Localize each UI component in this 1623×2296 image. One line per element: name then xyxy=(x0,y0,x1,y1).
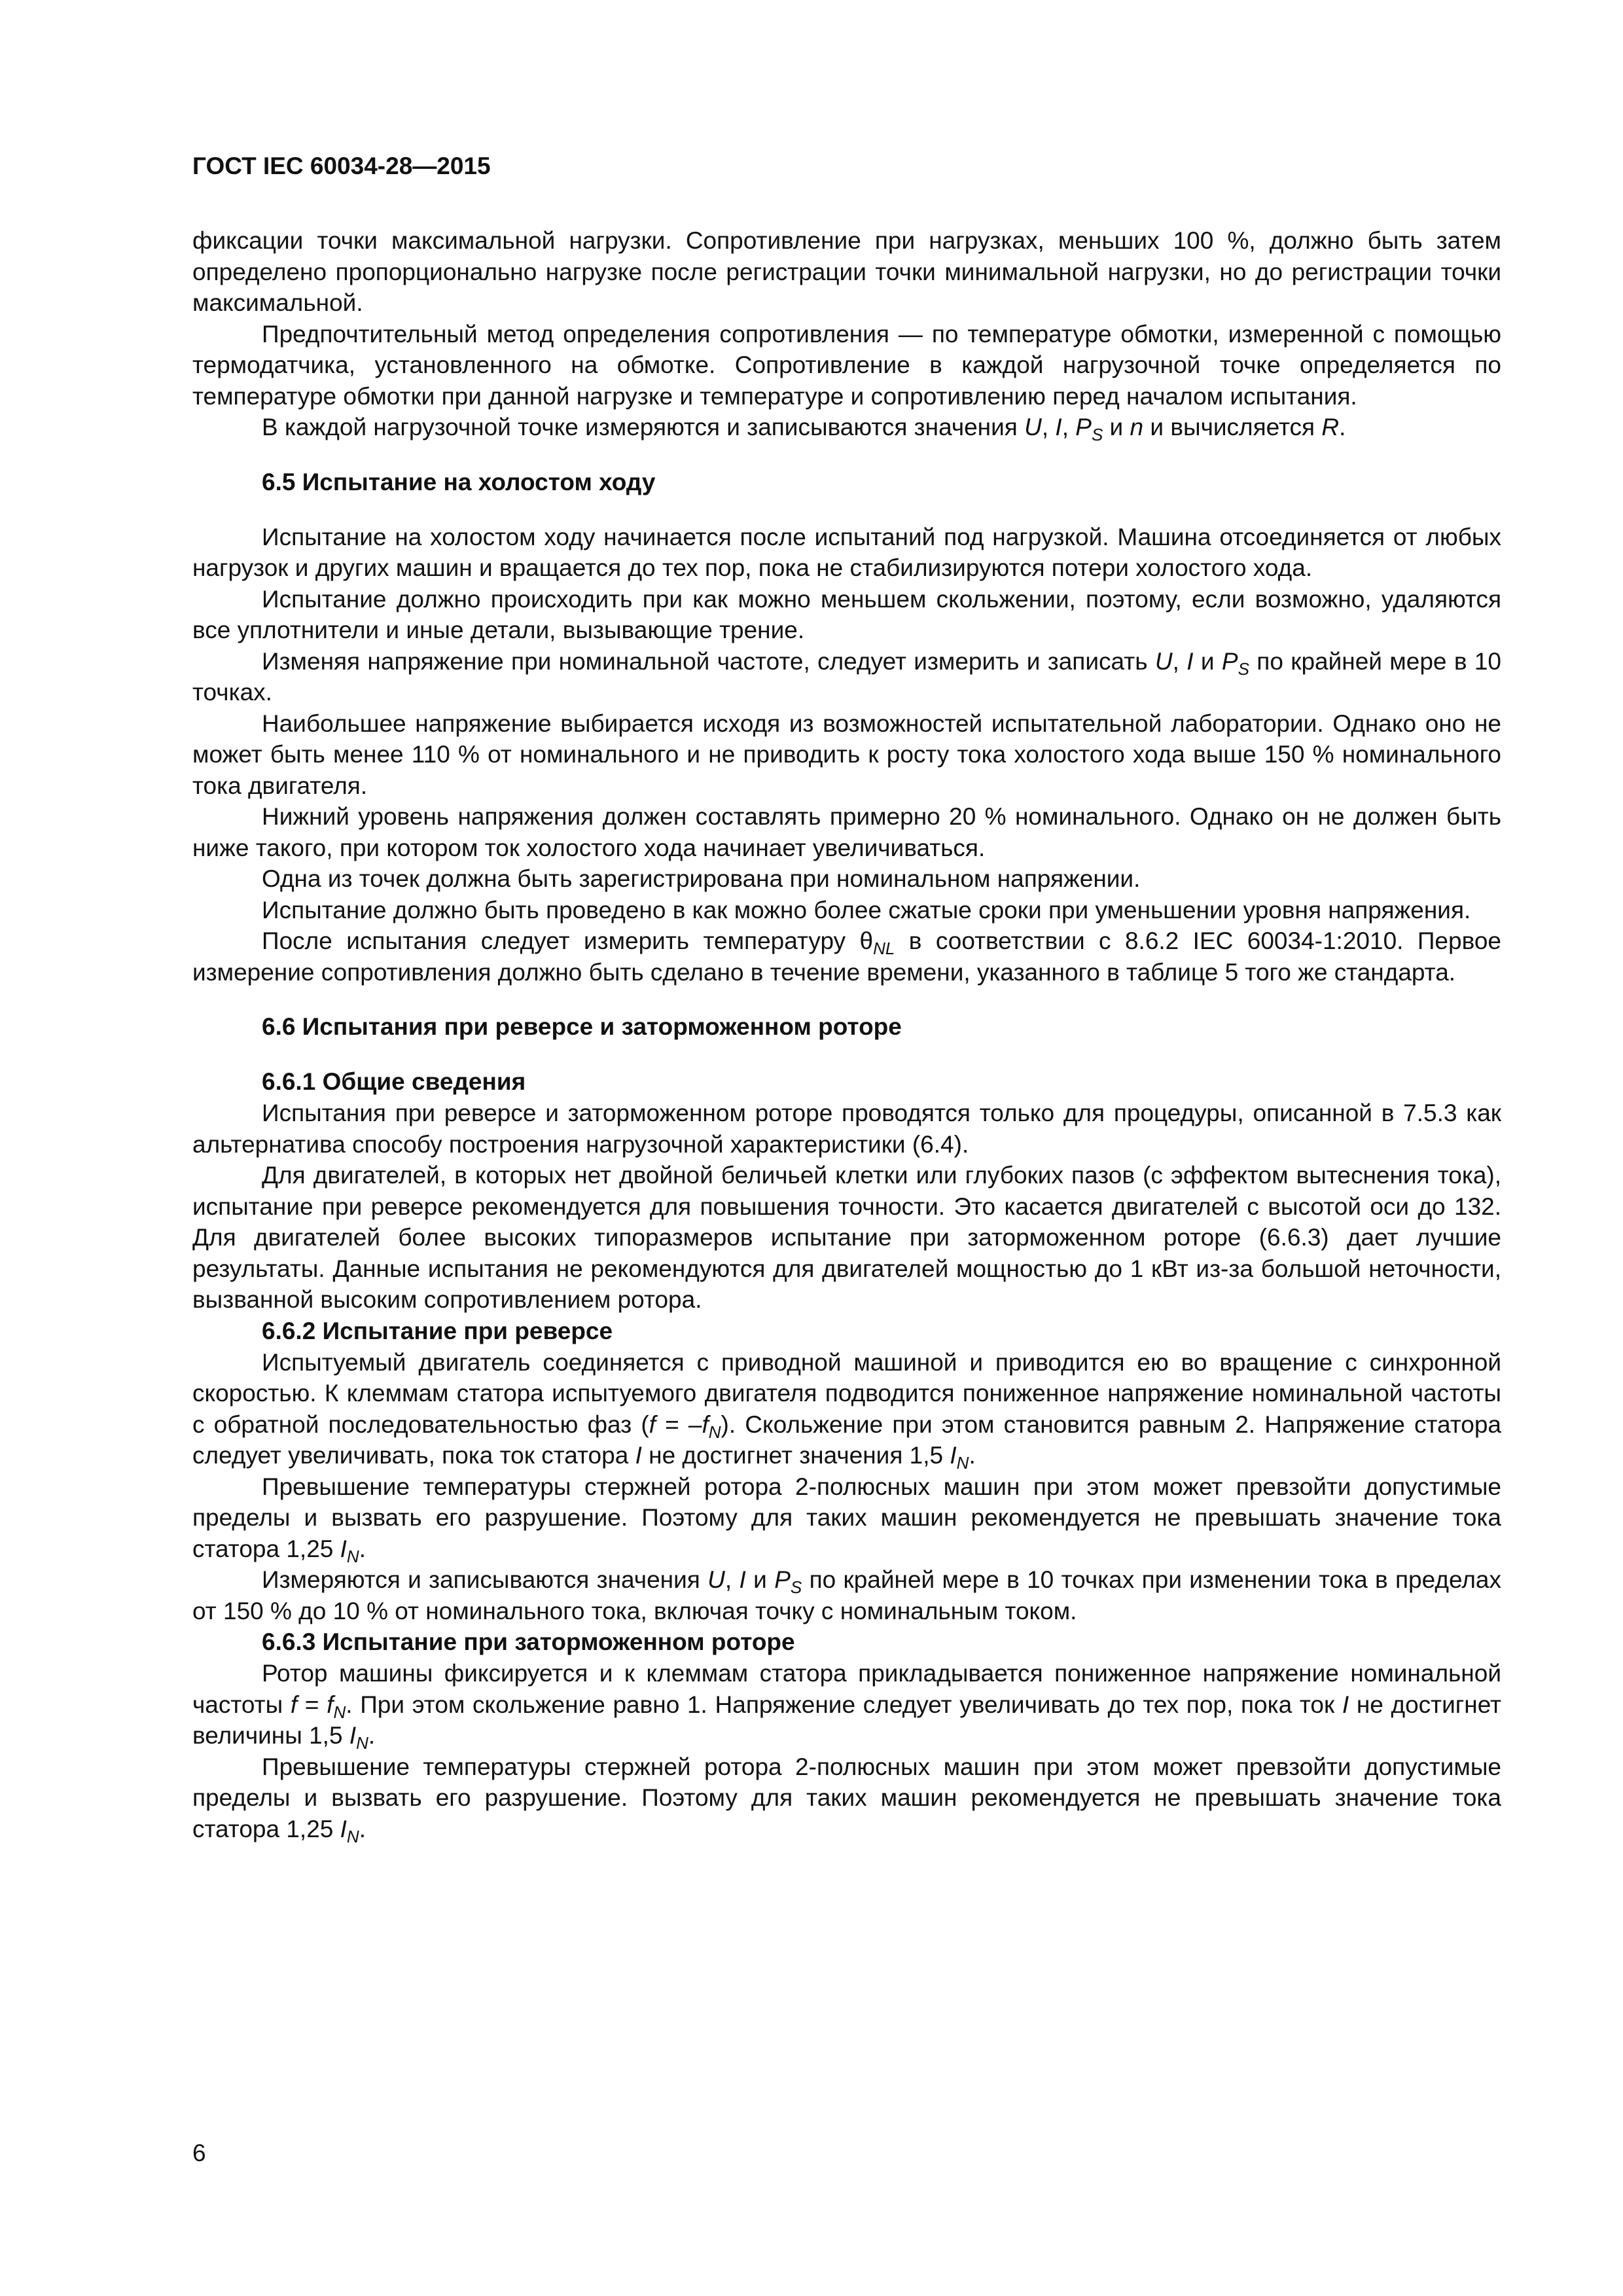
section-heading-6-5: 6.5 Испытание на холостом ходу xyxy=(262,468,656,495)
paragraph: Одна из точек должна быть зарегистрирована при номинальном напряжении. xyxy=(262,865,1141,892)
document-header: ГОСТ IEC 60034-28—2015 xyxy=(192,152,491,179)
page-number: 6 xyxy=(192,2140,206,2166)
section-heading-6-6: 6.6 Испытания при реверсе и заторможенном роторе xyxy=(262,1013,902,1040)
paragraph: Испытания при реверсе и заторможенном роторе проводятся только для процедуры, описанной в 7.5.3 как альтернатива способу построения нагрузочной характеристики (6.4). xyxy=(192,1100,1501,1158)
subsection-heading-6-6-2: 6.6.2 Испытание при реверсе xyxy=(262,1317,613,1344)
paragraph: Нижний уровень напряжения должен составлять примерно 20 % номинального. Однако он не должен быть ниже такого, при котором ток холостого хода начинает увеличиваться. xyxy=(192,803,1501,861)
paragraph: Испытание на холостом ходу начинается после испытаний под нагрузкой. Машина отсоединяется от любых нагрузок и других машин и вращается до тех пор, пока не стабилизируются потери холостого хода. xyxy=(192,523,1501,581)
paragraph: Испытание должно происходить при как можно меньшем скольжении, поэтому, если возможно, удаляются все уплотнители и иные детали, вызывающие трение. xyxy=(192,585,1501,643)
paragraph: Измеряются и записываются значения U, I и $P_S$ по крайней мере в 10 точках при изменении тока в пределах от 150 % до 10 % от номинального тока, включая точку с номинальным током. xyxy=(192,1566,1502,1624)
paragraph: Для двигателей, в которых нет двойной беличьей клетки или глубоких пазов (с эффектом вытеснения тока), испытание при реверсе рекомендуется для повышения точности. Это касается двигателей с высотой оси до 132. Для двигателей более высоких типоразмеров испытание при заторможенном роторе (6.6.3) дает лучшие результаты. Данные испытания не рекомендуются для двигателей мощностью до 1 кВт из-за большой неточности, вызванной высоким сопротивлением ротора. xyxy=(192,1162,1501,1313)
paragraph: Ротор машины фиксируется и к клеммам статора прикладывается пониженное напряжение номинальной частоты $f = f_N$. При этом скольжение равно 1. Напряжение следует увеличивать до тех пор, пока ток I не достигнет величины 1,5 $I_N$. xyxy=(192,1660,1502,1753)
subsection-heading-6-6-3: 6.6.3 Испытание при заторможенном роторе xyxy=(262,1628,795,1655)
paragraph: Наибольшее напряжение выбирается исходя из возможностей испытательной лаборатории. Однако оно не может быть менее 110 % от номинального и не приводить к росту тока холостого хода выше 150 % номинального тока двигателя. xyxy=(192,709,1501,799)
paragraph: После испытания следует измерить температуру $\theta_{NL}$ в соответствии с 8.6.2 IEC 60034-1:2010. Первое измерение сопротивления должно быть сделано в течение времени, указанного в таблице 5 того же стандарта. xyxy=(192,927,1501,986)
paragraph: Превышение температуры стержней ротора 2-полюсных машин при этом может превзойти допустимые пределы и вызвать его разрушение. Поэтому для таких машин рекомендуется не превышать значение тока статора 1,25 $I_N$. xyxy=(192,1473,1501,1566)
paragraph: фиксации точки максимальной нагрузки. Сопротивление при нагрузках, меньших 100 %, должно быть затем определено пропорционально нагрузке после регистрации точки минимальной нагрузки, но до регистрации точки максимальной. xyxy=(192,227,1501,316)
paragraph: Превышение температуры стержней ротора 2-полюсных машин при этом может превзойти допустимые пределы и вызвать его разрушение. Поэтому для таких машин рекомендуется не превышать значение тока статора 1,25 $I_N$. xyxy=(192,1753,1501,1846)
paragraph: Предпочтительный метод определения сопротивления — по температуре обмотки, измеренной с помощью термодатчика, установленного на обмотке. Сопротивление в каждой нагрузочной точке определяется по температуре обмотки при данной нагрузке и температуре и сопротивлению перед началом испытания. xyxy=(192,320,1501,410)
subsection-heading-6-6-1: 6.6.1 Общие сведения xyxy=(262,1068,526,1095)
paragraph: Изменяя напряжение при номинальной частоте, следует измерить и записать U, I и $P_S$ по крайней мере в 10 точках. xyxy=(192,647,1501,706)
paragraph: Испытание должно быть проведено в как можно более сжатые сроки при уменьшении уровня напряжения. xyxy=(262,896,1471,924)
document-page xyxy=(192,151,1501,1844)
paragraph: Испытуемый двигатель соединяется с приводной машиной и приводится ею во вращение с синхронной скоростью. К клеммам статора испытуемого двигателя подводится пониженное напряжение номинальной частоты с обратной последовательностью фаз $(f = -f_N)$. Скольжение при этом становится равным 2. Напряжение статора следует увеличивать, пока ток статора I не достигнет значения 1,5 $I_N$. xyxy=(192,1348,1502,1473)
paragraph: В каждой нагрузочной точке измеряются и записываются значения U, I, $P_S$ и n и вычисляется R. xyxy=(262,414,1346,444)
